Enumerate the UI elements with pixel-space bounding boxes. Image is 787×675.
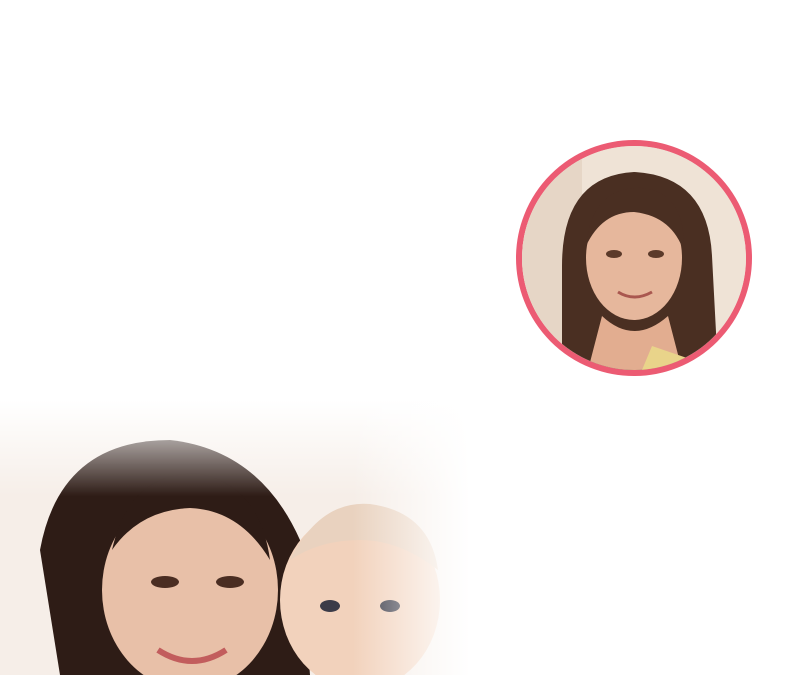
mother-baby-photo [0, 400, 470, 675]
portrait-illustration [522, 146, 746, 370]
photo-illustration [0, 400, 470, 675]
author-portrait [516, 140, 752, 376]
